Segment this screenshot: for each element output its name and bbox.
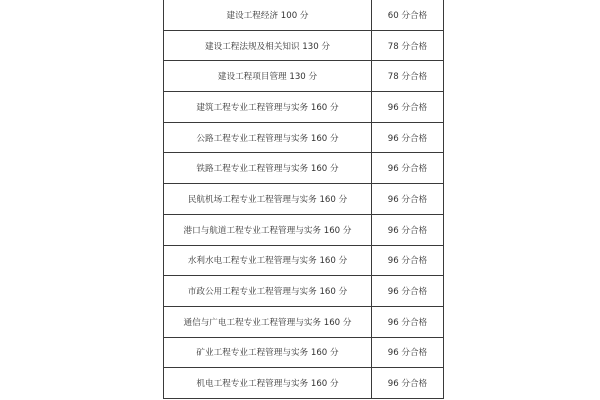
table-row: [164, 337, 444, 368]
pass-score-cell: 96 分合格: [372, 276, 444, 307]
pass-score-cell: 96 分合格: [372, 337, 444, 368]
pass-score-cell: 78 分合格: [372, 30, 444, 61]
subject-cell: 建设工程项目管理 130 分: [164, 61, 372, 92]
pass-score-cell: 96 分合格: [372, 214, 444, 245]
table-row: [164, 92, 444, 123]
table-row: [164, 122, 444, 153]
pass-score-cell: 60 分合格: [372, 0, 444, 30]
pass-score-cell: 96 分合格: [372, 92, 444, 123]
exam-score-table: [163, 0, 444, 399]
pass-score-cell: 96 分合格: [372, 368, 444, 399]
pass-score-cell: 96 分合格: [372, 184, 444, 215]
subject-cell: 机电工程专业工程管理与实务 160 分: [164, 368, 372, 399]
score-table-body: [164, 0, 444, 398]
subject-cell: 公路工程专业工程管理与实务 160 分: [164, 122, 372, 153]
subject-cell: 矿业工程专业工程管理与实务 160 分: [164, 337, 372, 368]
subject-cell: 港口与航道工程专业工程管理与实务 160 分: [164, 214, 372, 245]
subject-cell: 建筑工程专业工程管理与实务 160 分: [164, 92, 372, 123]
subject-cell: 建设工程法规及相关知识 130 分: [164, 30, 372, 61]
table-row: [164, 306, 444, 337]
subject-cell: 市政公用工程专业工程管理与实务 160 分: [164, 276, 372, 307]
pass-score-cell: 78 分合格: [372, 61, 444, 92]
pass-score-cell: 96 分合格: [372, 245, 444, 276]
table-row: [164, 0, 444, 30]
subject-cell: 建设工程经济 100 分: [164, 0, 372, 30]
table-row: [164, 214, 444, 245]
table-row: [164, 276, 444, 307]
subject-cell: 民航机场工程专业工程管理与实务 160 分: [164, 184, 372, 215]
table-row: [164, 153, 444, 184]
pass-score-cell: 96 分合格: [372, 306, 444, 337]
table-row: [164, 61, 444, 92]
subject-cell: 铁路工程专业工程管理与实务 160 分: [164, 153, 372, 184]
pass-score-cell: 96 分合格: [372, 153, 444, 184]
table-row: [164, 245, 444, 276]
pass-score-cell: 96 分合格: [372, 122, 444, 153]
subject-cell: 通信与广电工程专业工程管理与实务 160 分: [164, 306, 372, 337]
subject-cell: 水利水电工程专业工程管理与实务 160 分: [164, 245, 372, 276]
table-row: [164, 368, 444, 399]
table-row: [164, 30, 444, 61]
table-row: [164, 184, 444, 215]
